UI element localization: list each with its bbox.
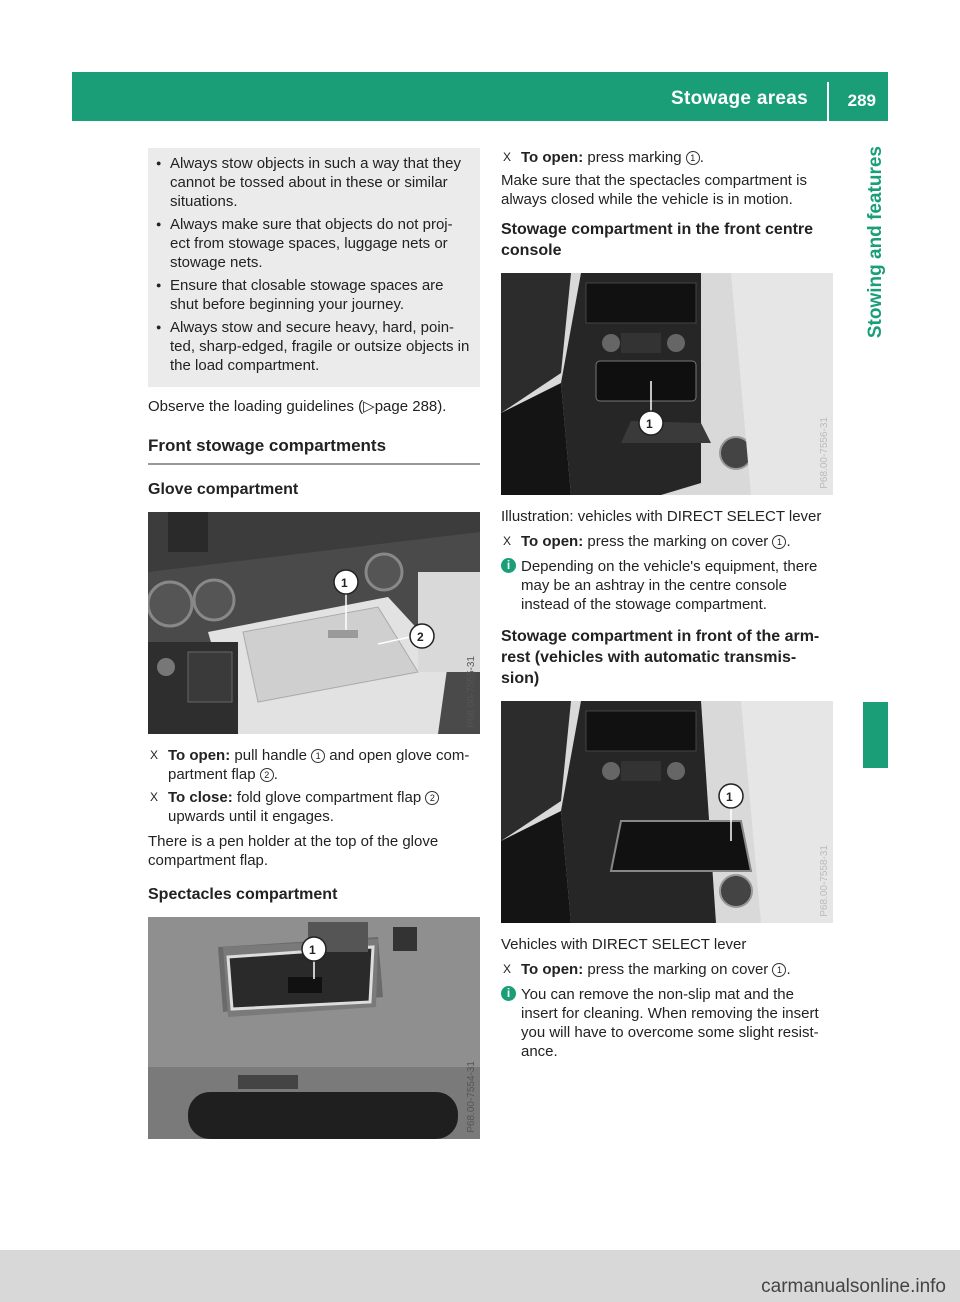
armrest-caption: Vehicles with DIRECT SELECT lever: [501, 936, 747, 953]
step-text: and open glove com-partment flap: [168, 747, 470, 783]
step-text: press the marking on cover: [587, 961, 769, 978]
callout-1: 1: [646, 417, 653, 431]
console-caption: Illustration: vehicles with DIRECT SELECT lever: [501, 508, 822, 525]
spectacles-compartment-figure: [148, 917, 480, 1139]
step-arrow-icon: X: [503, 962, 512, 976]
side-tab-label: Stowing and features: [865, 146, 886, 339]
glove-open-step: X To open: pull handle 1 and open glove com-partment flap 2 .: [150, 747, 470, 783]
page-ref-link[interactable]: page 288: [374, 398, 438, 415]
warning-box: [148, 148, 480, 387]
marker-2-icon: 2: [425, 791, 439, 805]
warning-item: ● Always stow objects in such a way that they cannot be tossed about in these or similar situations.: [156, 154, 472, 211]
armrest-open-step: X To open: press the marking on cover 1 .: [503, 961, 791, 978]
watermark: carmanualsonline.info: [761, 1276, 946, 1297]
marker-2-icon: 2: [260, 768, 274, 782]
side-tab: [863, 146, 888, 686]
marker-1-icon: 1: [686, 151, 700, 165]
right-column: [501, 148, 833, 1071]
step-label: To open:: [521, 533, 584, 550]
info-icon: i: [501, 986, 516, 1001]
info-icon: i: [501, 558, 516, 573]
observe-paragraph: [148, 397, 480, 416]
step-arrow-icon: X: [503, 534, 512, 548]
console-info: [501, 557, 833, 614]
page-ref-arrow-icon: ▷: [363, 398, 375, 415]
warning-item: ● Always make sure that objects do not proj-ect from stowage spaces, luggage nets or stowage nets.: [156, 215, 472, 272]
figure-code: P68.00-7555-31: [466, 656, 477, 728]
warning-item: ● Ensure that closable stowage spaces are shut before beginning your journey.: [156, 276, 472, 314]
step-arrow-icon: X: [150, 748, 159, 762]
step-arrow-icon: X: [503, 150, 512, 164]
figure-code: P68.00-7556-31: [819, 417, 830, 489]
step-text: upwards until it engages.: [168, 808, 334, 825]
figure-code: P68.00-7558-31: [819, 845, 830, 917]
glove-title: Glove compartment: [148, 481, 299, 498]
spectacles-open-step: X To open: press marking 1 .: [503, 149, 704, 166]
step-text: fold glove compartment flap: [236, 789, 422, 806]
armrest-figure: [501, 701, 833, 923]
step-label: To close:: [168, 789, 233, 806]
step-label: To open:: [521, 961, 584, 978]
step-label: To open:: [521, 149, 584, 166]
pen-holder-text: There is a pen holder at the top of the glove compartment flap.: [148, 833, 439, 869]
console-title: Stowage compartment in the front centre console: [501, 221, 814, 259]
header-separator: [827, 82, 829, 121]
info-text: You can remove the non-slip mat and the insert for cleaning. When removing the insert you will have to overcome some slight resist-ance.: [521, 986, 819, 1060]
step-text: pull handle: [234, 747, 307, 764]
glove-close-step: [148, 788, 480, 826]
spectacles-title: Spectacles compartment: [148, 886, 338, 903]
console-open-step: X To open: press the marking on cover 1 .: [503, 533, 791, 550]
marker-1-icon: 1: [772, 535, 786, 549]
step-arrow-icon: X: [150, 790, 159, 804]
header-title: Stowage areas: [671, 88, 808, 109]
side-tab-block: [863, 702, 888, 768]
left-column: [148, 148, 480, 1151]
callout-1: 1: [309, 943, 316, 957]
observe-end: ).: [437, 398, 447, 415]
info-text: Depending on the vehicle's equipment, there may be an ashtray in the centre console instead of the stowage compartment.: [521, 558, 818, 613]
page-footer: [0, 1250, 960, 1302]
armrest-title: Stowage compartment in front of the arm-rest (vehicles with automatic transmis-sion): [501, 628, 820, 687]
glove-compartment-figure: [148, 512, 480, 734]
page-number: 289: [847, 91, 876, 110]
marker-1-icon: 1: [772, 963, 786, 977]
callout-1: 1: [726, 790, 733, 804]
callout-1: 1: [341, 576, 348, 590]
warning-item: ● Always stow and secure heavy, hard, poin-ted, sharp-edged, fragile or outsize objects in the load compartment.: [156, 318, 472, 375]
section-title: Front stowage compartments: [148, 436, 480, 465]
figure-code: P68.00-7554-31: [466, 1061, 477, 1133]
step-text: press marking: [587, 149, 682, 166]
spectacles-note: Make sure that the spectacles compartment is always closed while the vehicle is in motion.: [501, 172, 807, 208]
page-header: [72, 72, 888, 121]
callout-2: 2: [417, 630, 424, 644]
marker-1-icon: 1: [311, 749, 325, 763]
step-label: To open:: [168, 747, 231, 764]
step-text: press the marking on cover: [587, 533, 769, 550]
observe-text: Observe the loading guidelines (: [148, 398, 364, 415]
armrest-info: [501, 985, 833, 1061]
console-figure: [501, 273, 833, 495]
